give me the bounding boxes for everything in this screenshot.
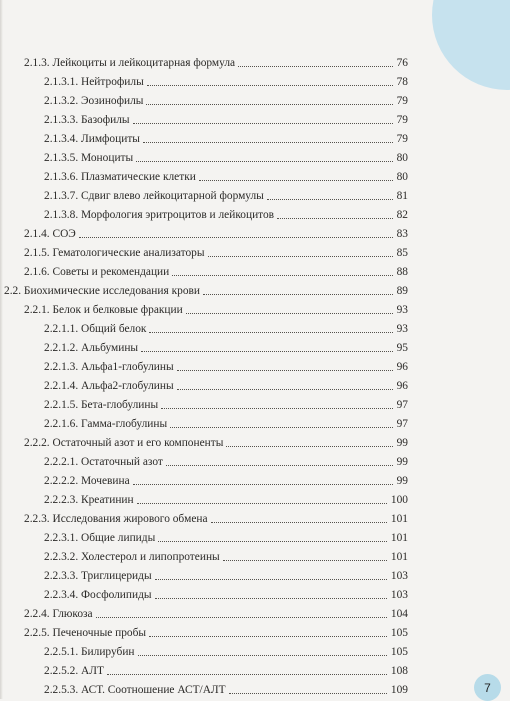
toc-entry[interactable] bbox=[4, 284, 408, 298]
toc-entry-label: 2.2.3.4. Фосфолипиды bbox=[44, 589, 152, 601]
toc-entry-label: 2.2.1. Белок и белковые фракции bbox=[24, 304, 183, 316]
dot-leader bbox=[107, 664, 387, 675]
toc-entry[interactable] bbox=[44, 474, 408, 488]
toc-entry-page: 103 bbox=[390, 570, 408, 582]
toc-entry-page: 82 bbox=[396, 209, 408, 221]
toc-entry-label: 2.1.3. Лейкоциты и лейкоцитарная формула bbox=[24, 57, 236, 69]
toc-entry-label: 2.2.2. Остаточный азот и его компоненты bbox=[24, 437, 224, 449]
toc-entry-label: 2.2.2.3. Креатинин bbox=[44, 494, 134, 506]
dot-leader bbox=[211, 512, 387, 523]
toc-entry-page: 78 bbox=[396, 76, 408, 88]
toc-entry[interactable] bbox=[44, 132, 408, 146]
toc-entry-label: 2.2.1.1. Общий белок bbox=[44, 323, 147, 335]
dot-leader bbox=[267, 189, 393, 200]
toc-entry-page: 93 bbox=[396, 323, 408, 335]
toc-entry-page: 96 bbox=[396, 380, 408, 392]
toc-entry[interactable] bbox=[44, 113, 408, 127]
toc-entry-label: 2.2.5. Печеночные пробы bbox=[24, 627, 147, 639]
toc-entry-page: 85 bbox=[396, 247, 408, 259]
dot-leader bbox=[137, 493, 387, 504]
toc-entry[interactable] bbox=[44, 493, 408, 507]
toc-entry-label: 2.1.4. СОЭ bbox=[24, 228, 76, 240]
toc-entry-label: 2.2.5.1. Билирубин bbox=[44, 646, 135, 658]
dot-leader bbox=[186, 303, 393, 314]
dot-leader bbox=[208, 246, 393, 257]
toc-entry-page: 109 bbox=[390, 684, 408, 696]
toc-entry-page: 101 bbox=[390, 551, 408, 563]
toc-entry-label: 2.2.5.3. АСТ. Соотношение АСТ/АЛТ bbox=[44, 684, 226, 696]
page-number: 7 bbox=[474, 674, 501, 701]
dot-leader bbox=[141, 341, 393, 352]
dot-leader bbox=[149, 626, 387, 637]
toc-entry-page: 99 bbox=[396, 456, 408, 468]
toc-entry-page: 79 bbox=[396, 133, 408, 145]
toc-entry-label: 2.2.4. Глюкоза bbox=[24, 608, 93, 620]
toc-entry-label: 2.2. Биохимические исследования крови bbox=[4, 285, 200, 297]
toc-entry-label: 2.2.2.1. Остаточный азот bbox=[44, 456, 163, 468]
toc-entry-label: 2.1.6. Советы и рекомендации bbox=[24, 266, 170, 278]
toc-entry-page: 88 bbox=[396, 266, 408, 278]
toc-entry[interactable] bbox=[44, 645, 408, 659]
toc-entry-page: 95 bbox=[396, 342, 408, 354]
toc-entry-page: 103 bbox=[390, 589, 408, 601]
decorative-corner-circle bbox=[432, 0, 510, 90]
toc-entry-page: 97 bbox=[396, 418, 408, 430]
toc-entry-label: 2.2.1.4. Альфа2-глобулины bbox=[44, 380, 174, 392]
toc-entry[interactable] bbox=[44, 170, 408, 184]
toc-entry-label: 2.2.1.2. Альбумины bbox=[44, 342, 139, 354]
toc-entry[interactable] bbox=[44, 94, 408, 108]
toc-entry[interactable] bbox=[44, 151, 408, 165]
dot-leader bbox=[149, 322, 392, 333]
toc-entry-label: 2.2.1.6. Гамма-глобулины bbox=[44, 418, 168, 430]
toc-entry-label: 2.1.5. Гематологические анализаторы bbox=[24, 247, 205, 259]
toc-entry-label: 2.2.2.2. Мочевина bbox=[44, 475, 130, 487]
toc-entry-page: 100 bbox=[390, 494, 408, 506]
toc-entry[interactable] bbox=[44, 379, 408, 393]
toc-entry-label: 2.1.3.1. Нейтрофилы bbox=[44, 76, 144, 88]
toc-entry-label: 2.1.3.2. Эозинофилы bbox=[44, 95, 144, 107]
page-edge-shadow bbox=[0, 0, 3, 699]
dot-leader bbox=[229, 683, 387, 694]
toc-entry[interactable] bbox=[24, 607, 408, 621]
dot-leader bbox=[170, 417, 392, 428]
toc-entry[interactable] bbox=[44, 417, 408, 431]
toc-entry[interactable] bbox=[44, 683, 408, 697]
toc-entry-page: 93 bbox=[396, 304, 408, 316]
toc-entry[interactable] bbox=[24, 626, 408, 640]
toc-entry-page: 80 bbox=[396, 171, 408, 183]
dot-leader bbox=[223, 550, 387, 561]
dot-leader bbox=[133, 113, 393, 124]
dot-leader bbox=[226, 436, 392, 447]
toc-entry-page: 101 bbox=[390, 532, 408, 544]
toc-entry-page: 96 bbox=[396, 361, 408, 373]
dot-leader bbox=[138, 645, 387, 656]
dot-leader bbox=[199, 170, 393, 181]
dot-leader bbox=[155, 588, 387, 599]
toc-entry[interactable] bbox=[44, 588, 408, 602]
toc-entry-label: 2.1.3.6. Плазматические клетки bbox=[44, 171, 196, 183]
toc-entry[interactable] bbox=[44, 360, 408, 374]
dot-leader bbox=[136, 151, 392, 162]
dot-leader bbox=[172, 265, 392, 276]
dot-leader bbox=[277, 208, 393, 219]
toc-entry[interactable] bbox=[24, 436, 408, 450]
toc-entry-page: 79 bbox=[396, 114, 408, 126]
toc-entry-page: 79 bbox=[396, 95, 408, 107]
toc-entry[interactable] bbox=[44, 531, 408, 545]
toc-entry[interactable] bbox=[44, 455, 408, 469]
toc-entry[interactable] bbox=[44, 322, 408, 336]
dot-leader bbox=[177, 379, 393, 390]
toc-entry-label: 2.2.3.2. Холестерол и липопротеины bbox=[44, 551, 220, 563]
toc-entry[interactable] bbox=[44, 208, 408, 222]
toc-entry-label: 2.1.3.4. Лимфоциты bbox=[44, 133, 140, 145]
toc-entry[interactable] bbox=[24, 56, 408, 70]
toc-entry-page: 81 bbox=[396, 190, 408, 202]
toc-entry[interactable] bbox=[24, 303, 408, 317]
toc-entry[interactable] bbox=[44, 75, 408, 89]
dot-leader bbox=[96, 607, 387, 618]
toc-entry-page: 99 bbox=[396, 437, 408, 449]
toc-entry-label: 2.1.3.3. Базофилы bbox=[44, 114, 130, 126]
toc-entry-label: 2.2.5.2. АЛТ bbox=[44, 665, 104, 677]
toc-entry-page: 99 bbox=[396, 475, 408, 487]
toc-entry-label: 2.2.1.3. Альфа1-глобулины bbox=[44, 361, 174, 373]
dot-leader bbox=[143, 132, 393, 143]
toc-entry-page: 89 bbox=[396, 285, 408, 297]
dot-leader bbox=[146, 94, 392, 105]
dot-leader bbox=[161, 398, 392, 409]
toc-entry-page: 76 bbox=[396, 57, 408, 69]
toc-entry[interactable] bbox=[44, 550, 408, 564]
toc-entry-label: 2.2.1.5. Бета-глобулины bbox=[44, 399, 159, 411]
dot-leader bbox=[158, 531, 387, 542]
toc-entry[interactable] bbox=[44, 341, 408, 355]
dot-leader bbox=[203, 284, 393, 295]
toc-entry-page: 80 bbox=[396, 152, 408, 164]
toc-entry-label: 2.1.3.8. Морфология эритроцитов и лейкоцитов bbox=[44, 209, 275, 221]
dot-leader bbox=[155, 569, 387, 580]
toc-entry-page: 97 bbox=[396, 399, 408, 411]
dot-leader bbox=[166, 455, 393, 466]
toc-entry[interactable] bbox=[24, 512, 408, 526]
toc-entry-page: 105 bbox=[390, 646, 408, 658]
toc-entry-page: 108 bbox=[390, 665, 408, 677]
toc-entry[interactable] bbox=[44, 398, 408, 412]
dot-leader bbox=[177, 360, 393, 371]
toc-entry[interactable] bbox=[24, 227, 408, 241]
toc-entry-page: 104 bbox=[390, 608, 408, 620]
toc-entry[interactable] bbox=[44, 189, 408, 203]
toc-entry-label: 2.2.3.1. Общие липиды bbox=[44, 532, 156, 544]
toc-entry-label: 2.1.3.5. Моноциты bbox=[44, 152, 134, 164]
toc-entry-page: 101 bbox=[390, 513, 408, 525]
toc-entry-page: 83 bbox=[396, 228, 408, 240]
toc-entry-label: 2.2.3. Исследования жирового обмена bbox=[24, 513, 208, 525]
dot-leader bbox=[147, 75, 393, 86]
toc-entry-label: 2.2.3.3. Триглицериды bbox=[44, 570, 152, 582]
toc-entry-page: 105 bbox=[390, 627, 408, 639]
dot-leader bbox=[133, 474, 393, 485]
toc-entry[interactable] bbox=[24, 246, 408, 260]
toc-entry[interactable] bbox=[44, 664, 408, 678]
dot-leader bbox=[238, 56, 393, 67]
dot-leader bbox=[79, 227, 393, 238]
toc-entry[interactable] bbox=[24, 265, 408, 279]
toc-entry-label: 2.1.3.7. Сдвиг влево лейкоцитарной формулы bbox=[44, 190, 264, 202]
toc-entry[interactable] bbox=[44, 569, 408, 583]
